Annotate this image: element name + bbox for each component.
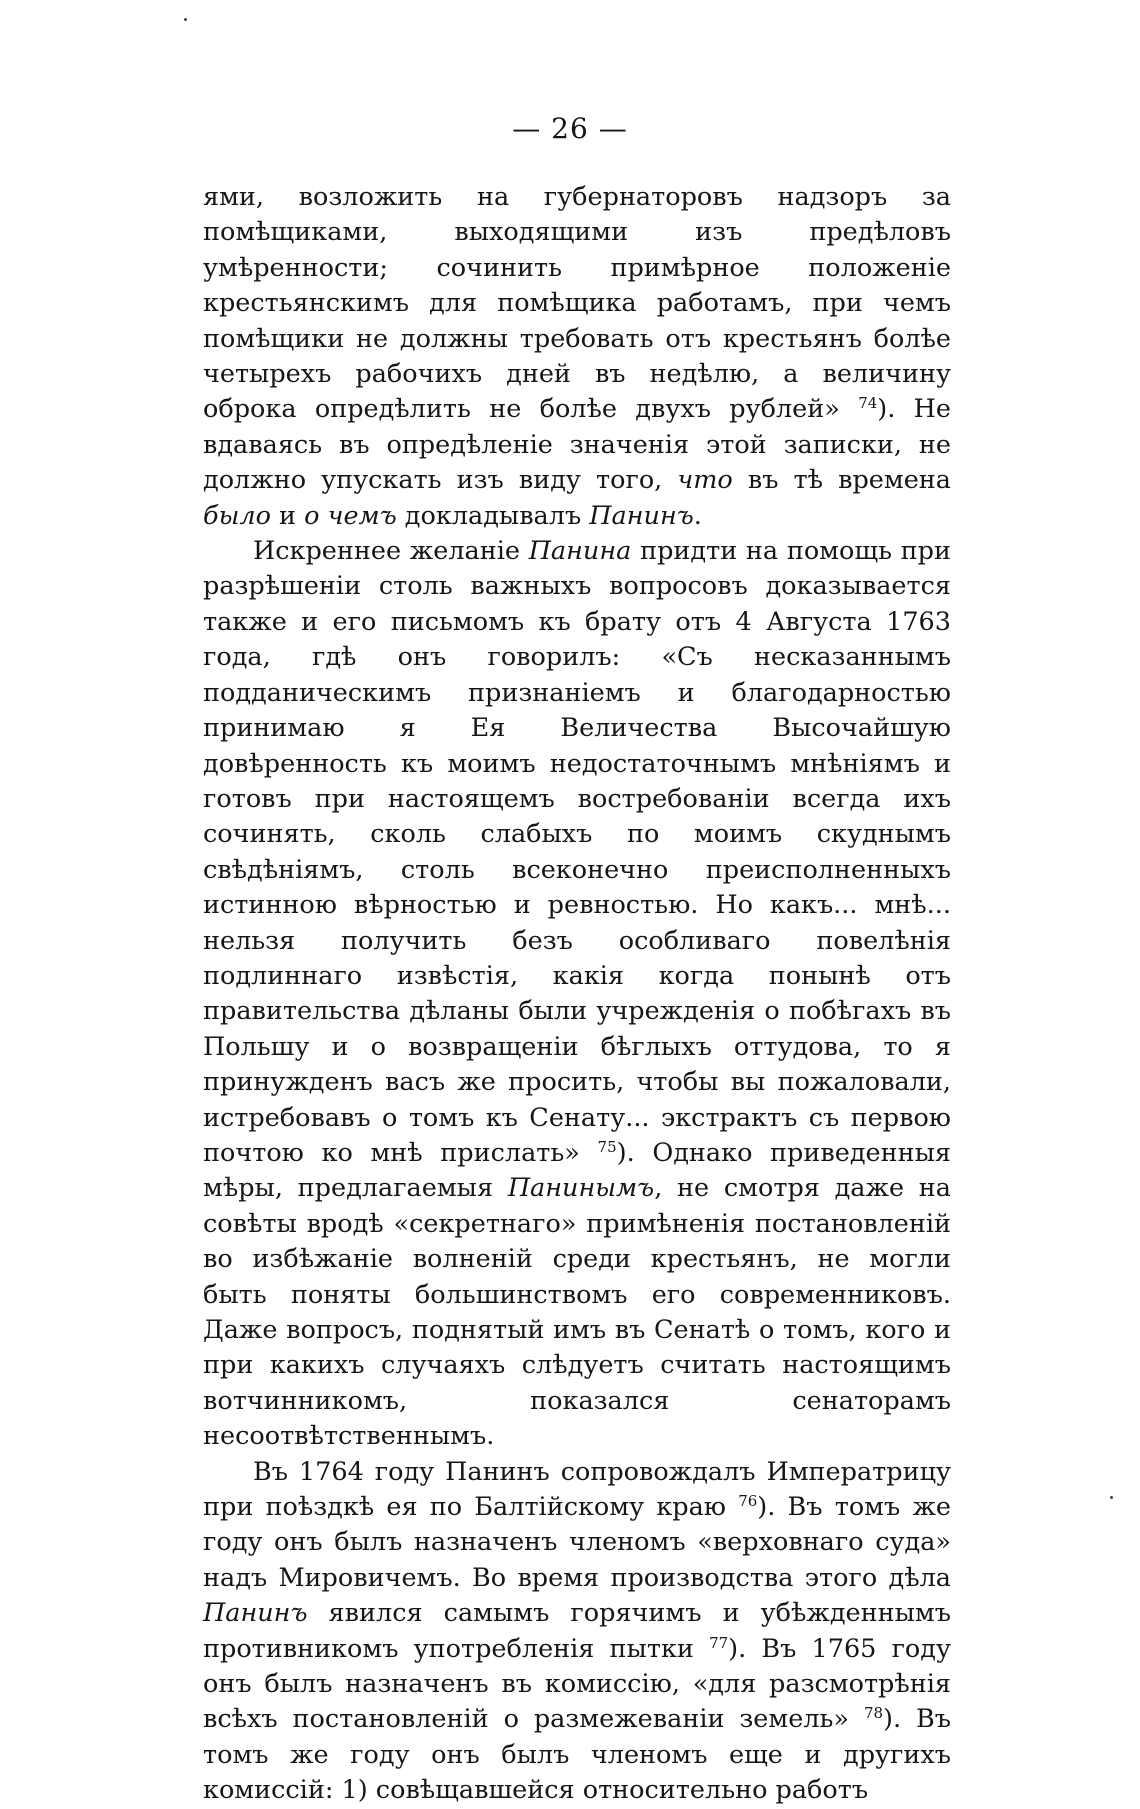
text-run: придти на помощь при разрѣшенiи столь важныхъ вопросовъ доказывается также и его письмомъ къ брату отъ 4 Августа 1763 года, гдѣ онъ говорилъ: «Съ несказаннымъ подданическимъ признанiемъ и благодарностью принимаю я Ея Величества Высочайшую довѣренность къ моимъ недостаточнымъ мнѣнiямъ и готовъ при настоящемъ востребованiи всегда ихъ сочинять, сколь слабыхъ по моимъ скуднымъ свѣдѣнiямъ, столь всеконечно преисполненныхъ истинною вѣрностью и ревностью. Но какъ... мнѣ... нельзя получить безъ особливаго повелѣнiя подлиннаго извѣстiя, какiя когда понынѣ отъ правительства дѣланы были учрежденiя о побѣгахъ въ Польшу и о возвращенiи бѣглыхъ оттудова, то я принужденъ васъ же просить, чтобы вы пожаловали, истребовавъ о томъ къ Сенату... экстрактъ съ первою почтою ко мнѣ прислать» (203, 536, 951, 1168)
italic-emphasis: что (677, 465, 733, 496)
italic-emphasis: о чемъ (304, 500, 397, 531)
footnote-ref: 78 (863, 1704, 884, 1723)
italic-emphasis: Панинымъ (507, 1173, 655, 1204)
body-text (203, 180, 951, 1809)
scan-speck (1110, 1496, 1113, 1499)
text-run: ). Въ томъ же году онъ былъ членомъ еще и другихъ комиссiй: 1) совѣщавшейся относительно работъ (203, 1704, 951, 1806)
footnote-ref: 74 (858, 394, 878, 413)
footnote-ref: 77 (709, 1633, 729, 1652)
text-run: Въ 1764 году Панинъ сопровождалъ Императрицу при поѣздкѣ ея по Балтiйскому краю (203, 1456, 951, 1523)
text-run: докладывалъ (396, 500, 590, 531)
text-run: и (270, 500, 305, 531)
footnote-ref: 76 (738, 1492, 758, 1511)
text-run: Искреннее желанiе (253, 536, 529, 567)
italic-emphasis: Панинъ (203, 1598, 308, 1629)
text-run: въ тѣ времена (732, 465, 951, 496)
footnote-ref: 75 (597, 1137, 617, 1156)
text-run: . (693, 500, 702, 531)
italic-emphasis: Панина (528, 536, 632, 567)
text-run: ). Въ томъ же году онъ былъ назначенъ членомъ «верховнаго суда» надъ Мировичемъ. Во время производства этого дѣла (203, 1492, 951, 1593)
page-number: — 26 — (512, 112, 628, 145)
italic-emphasis: было (203, 500, 271, 531)
italic-emphasis: Панинъ (589, 500, 694, 531)
text-run: ями, возложить на губернаторовъ надзоръ за помѣщиками, выходящими изъ предѣловъ умѣренности; сочинить примѣрное положенiе крестьянскимъ для помѣщика работамъ, при чемъ помѣщики не должны требовать отъ крестьянъ болѣе четырехъ рабочихъ дней въ недѣлю, а величину оброка опредѣлить не болѣе двухъ рублей» (203, 182, 951, 425)
text-run: ). Не вдаваясь въ опредѣленiе значенiя этой записки, не должно упускать изъ виду того, (203, 394, 951, 496)
text-run: явился самымъ горячимъ и убѣжденнымъ противникомъ употребленiя пытки (203, 1598, 951, 1664)
paragraph-p3 (203, 1455, 951, 1809)
text-run: ). Въ 1765 году онъ былъ назначенъ въ комиссiю, «для разсмотрѣнiя всѣхъ постановленiй о размежеванiи земель» (203, 1633, 951, 1735)
scan-speck (184, 18, 187, 21)
paragraph-p2 (203, 534, 951, 1455)
paragraph-p1 (203, 180, 951, 534)
text-run: , не смотря даже на совѣты вродѣ «секретнаго» примѣненiя постановленiй во избѣжанiе волненiй среди крестьянъ, не могли быть поняты большинствомъ его современниковъ. Даже вопросъ, поднятый имъ въ Сенатѣ о томъ, кого и при какихъ случаяхъ слѣдуетъ считать настоящимъ вотчинникомъ, показался сенаторамъ несоотвѣтственнымъ. (203, 1173, 951, 1452)
text-run: ). Однако приведенныя мѣры, предлагаемыя (203, 1137, 951, 1204)
